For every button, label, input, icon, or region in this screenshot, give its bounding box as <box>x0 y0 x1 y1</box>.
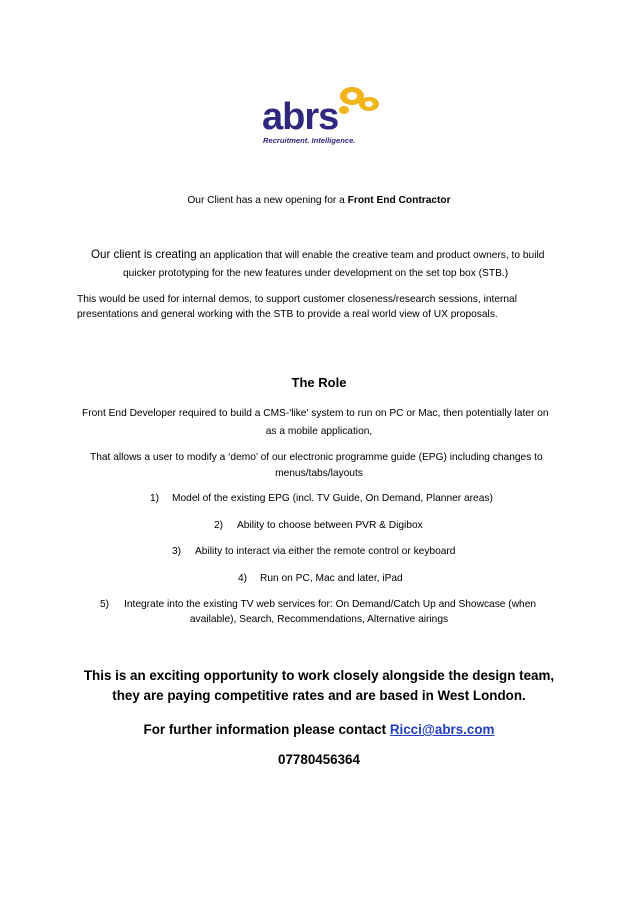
intro-role: Front End Contractor <box>347 195 451 206</box>
abrs-logo <box>258 84 382 152</box>
intro-line <box>0 194 638 208</box>
role-para-2-line-2: menus/tabs/layouts <box>275 468 363 479</box>
role-item-text: Ability to choose between PVR & Digibox <box>237 520 423 531</box>
role-item <box>150 492 493 506</box>
role-item-text: Ability to interact via either the remote control or keyboard <box>195 546 456 557</box>
contact-prefix: For further information please contact <box>143 722 390 737</box>
role-item-text: Integrate into the existing TV web services for: On Demand/Catch Up and Showcase (when <box>124 599 537 610</box>
role-item <box>172 545 455 559</box>
usage-line-2: presentations and general working with the STB to provide a real world view of UX proposals. <box>77 309 498 320</box>
usage-line-1: This would be used for internal demos, to support customer closeness/research sessions, internal <box>77 294 517 305</box>
logo-wordmark: abrs <box>262 96 339 138</box>
role-para-1-line-1: Front End Developer required to build a CMS-'like' system to run on PC or Mac, then potentially later on <box>82 408 549 419</box>
role-item-text: Model of the existing EPG (incl. TV Guide, On Demand, Planner areas) <box>172 493 493 504</box>
closing-line-1: This is an exciting opportunity to work closely alongside the design team, <box>83 668 555 683</box>
closing-line-2: they are paying competitive rates and are based in West London. <box>112 688 526 703</box>
role-item-number: 1) <box>150 493 160 504</box>
description-line-1 <box>91 248 544 263</box>
description-line-2: quicker prototyping for the new features under development on the set top box (STB.) <box>123 268 509 279</box>
contact-email-link[interactable]: Ricci@abrs.com <box>389 722 495 737</box>
logo-tagline: Recruitment. Intelligence. <box>263 136 356 145</box>
contact-line <box>0 721 638 739</box>
contact-phone: 07780456364 <box>278 752 360 767</box>
role-item-number: 5) <box>100 599 110 610</box>
role-para-2-line-1: That allows a user to modify a ‘demo’ of our electronic programme guide (EPG) including changes to <box>90 452 543 463</box>
description-line-1-rest: an application that will enable the creative team and product owners, to build <box>196 250 545 261</box>
role-item-number: 2) <box>214 520 224 531</box>
role-item-continuation: available), Search, Recommendations, Alternative airings <box>189 614 449 625</box>
role-item-number: 4) <box>238 573 248 584</box>
role-item <box>214 519 423 533</box>
intro-prefix: Our Client has a new opening for a <box>187 195 348 206</box>
role-item-text: Run on PC, Mac and later, iPad <box>260 573 403 584</box>
role-item <box>100 598 536 612</box>
role-item <box>238 572 403 586</box>
description-lead: Our client is creating <box>91 248 197 261</box>
role-para-1-line-2: as a mobile application, <box>265 426 373 437</box>
role-heading: The Role <box>291 375 347 390</box>
role-item-number: 3) <box>172 546 182 557</box>
